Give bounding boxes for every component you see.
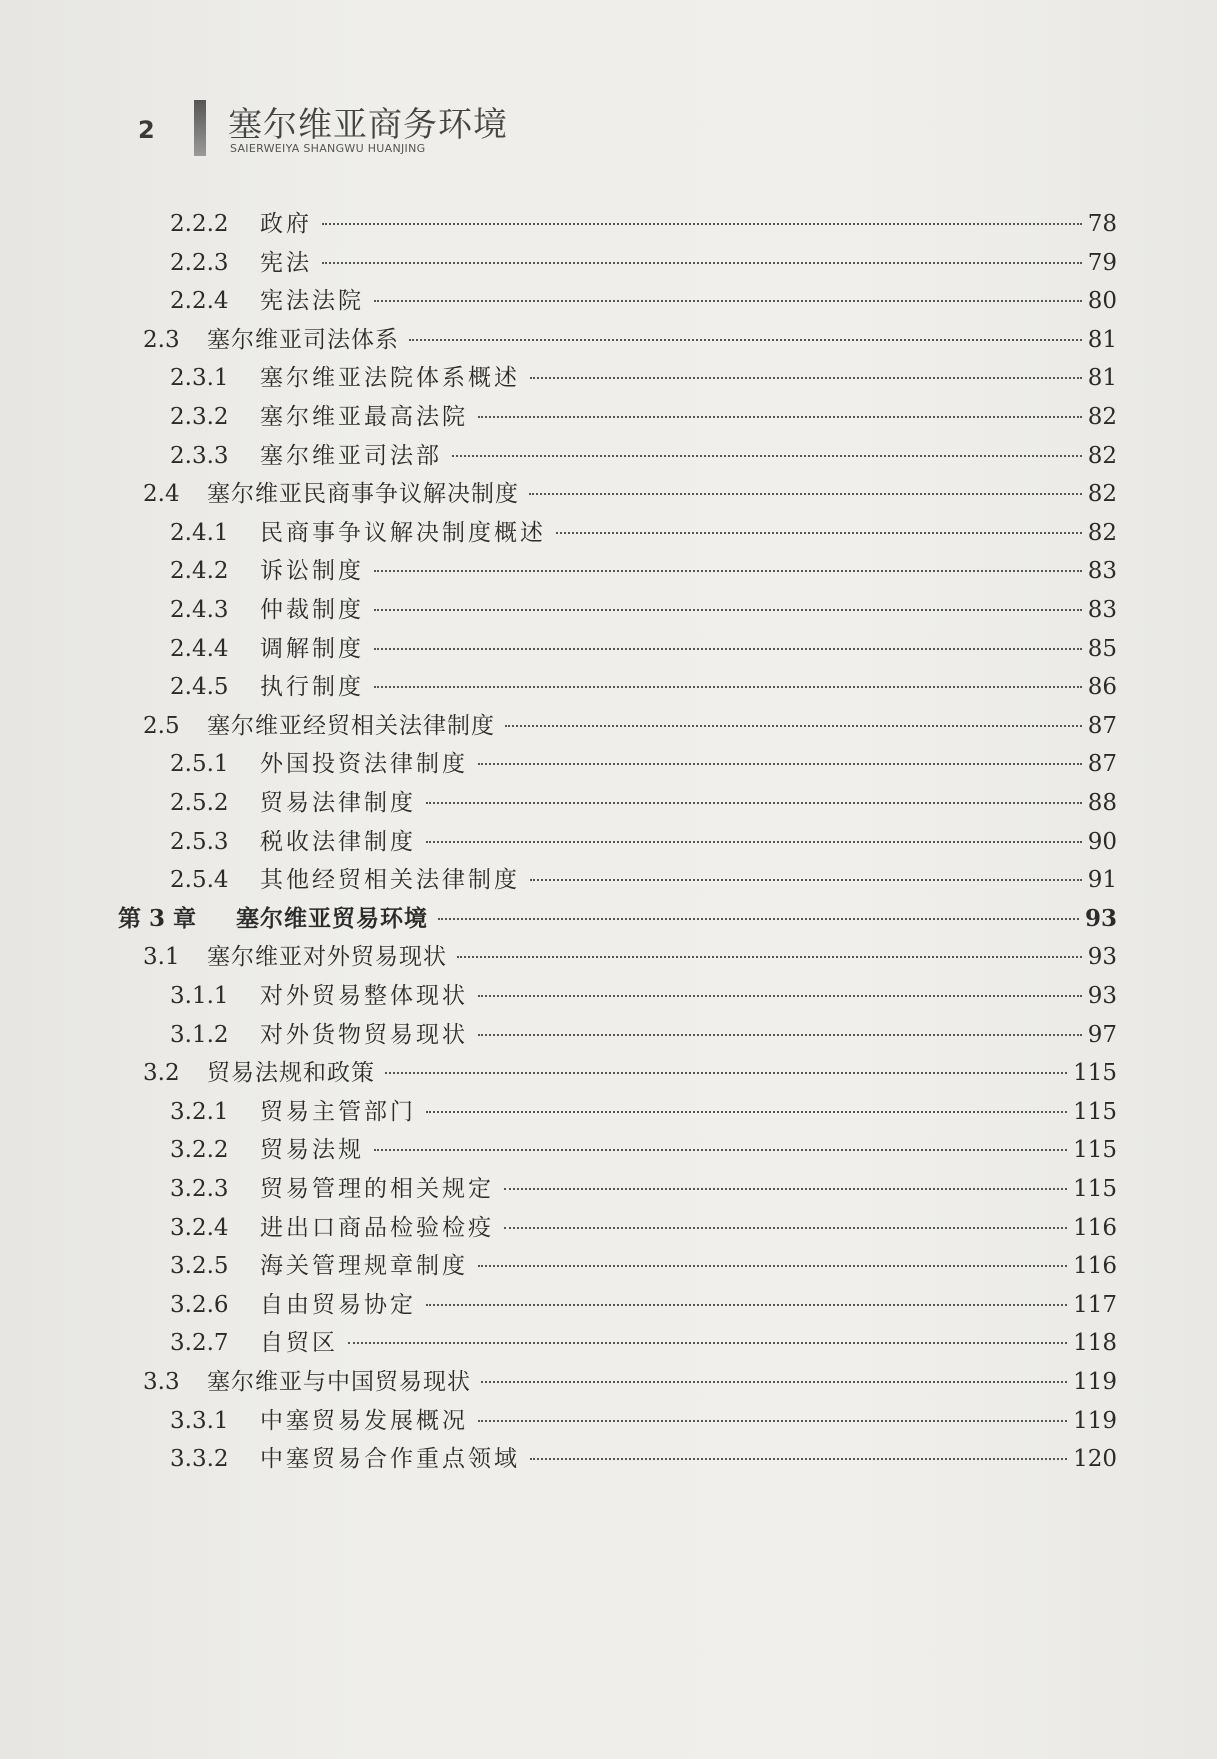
toc-entry-number: 2.3.3 (170, 442, 229, 469)
toc-entry-page: 87 (1087, 712, 1117, 739)
dot-leader (529, 485, 1082, 495)
toc-entry-page: 82 (1087, 481, 1117, 508)
toc-entry-title: 塞尔维亚经贸相关法律制度 (207, 712, 495, 739)
dot-leader (452, 447, 1082, 457)
toc-entry-title: 塞尔维亚贸易环境 (236, 904, 428, 932)
toc-entry-title: 贸易主管部门 (260, 1098, 416, 1125)
toc-entry-number: 3.2 (143, 1060, 180, 1087)
toc-entry-number: 2.2.3 (170, 249, 229, 276)
toc-entry (143, 938, 1117, 972)
toc-entry-page: 118 (1073, 1330, 1117, 1357)
toc-entry-title: 宪法 (260, 249, 312, 276)
toc-entry-number: 第 3 章 (118, 904, 197, 932)
toc-entry-title: 海关管理规章制度 (260, 1253, 468, 1280)
dot-leader (530, 369, 1082, 379)
toc-entry-number: 3.1 (143, 944, 180, 971)
toc-entry-title: 塞尔维亚与中国贸易现状 (207, 1369, 471, 1395)
dot-leader (374, 601, 1082, 611)
toc-entry (143, 321, 1117, 355)
toc-entry-number: 3.2.5 (170, 1253, 229, 1280)
toc-entry-page: 82 (1087, 404, 1117, 430)
toc-entry-title: 贸易法律制度 (260, 790, 416, 816)
dot-leader (322, 254, 1082, 264)
running-header (0, 0, 1217, 180)
toc-entry-page: 81 (1087, 365, 1117, 392)
toc-entry-title: 塞尔维亚民商事争议解决制度 (207, 481, 519, 508)
dot-leader (374, 678, 1082, 688)
toc-entry (170, 437, 1117, 471)
toc-entry (170, 244, 1117, 278)
toc-entry-page: 116 (1073, 1214, 1117, 1241)
toc-entry-page: 97 (1087, 1021, 1117, 1048)
toc-entry (143, 707, 1117, 741)
toc-entry-title: 塞尔维亚司法部 (260, 442, 442, 469)
toc-entry-number: 2.3 (143, 326, 180, 353)
toc-entry-number: 3.2.6 (170, 1291, 229, 1318)
dot-leader (426, 833, 1082, 843)
dot-leader (322, 215, 1082, 225)
toc-entry-number: 2.3.1 (170, 365, 229, 392)
page-number: 2 (138, 116, 155, 144)
toc-entry-number: 2.3.2 (170, 404, 229, 430)
toc-entry-page: 86 (1087, 674, 1117, 701)
dot-leader (556, 524, 1082, 534)
toc-entry-title: 宪法法院 (260, 288, 364, 315)
toc-entry-page: 83 (1087, 597, 1117, 623)
dot-leader (374, 1141, 1067, 1151)
dot-leader (426, 1103, 1067, 1113)
dot-leader (348, 1334, 1067, 1344)
dot-leader (438, 910, 1079, 920)
toc-entry-page: 88 (1087, 790, 1117, 816)
toc-entry-title: 贸易管理的相关规定 (260, 1176, 494, 1202)
dot-leader (409, 331, 1082, 341)
toc-entry-page: 116 (1073, 1253, 1117, 1280)
toc-entry (170, 823, 1117, 857)
toc-entry (170, 1170, 1117, 1204)
toc-entry-number: 2.5.3 (170, 828, 229, 855)
toc-entry-title: 贸易法规和政策 (207, 1060, 375, 1087)
toc-entry-page: 91 (1087, 867, 1117, 894)
dot-leader (478, 755, 1082, 765)
dot-leader (478, 1257, 1067, 1267)
toc-entry-number: 2.5.4 (170, 867, 229, 894)
toc-entry-title: 自贸区 (260, 1330, 338, 1357)
toc-entry-number: 3.2.1 (170, 1098, 229, 1125)
toc-entry (170, 630, 1117, 664)
dot-leader (478, 987, 1082, 997)
dot-leader (530, 871, 1082, 881)
toc-entry (170, 591, 1117, 625)
toc-entry-number: 2.4.5 (170, 674, 229, 701)
toc-entry (170, 359, 1117, 393)
toc-entry-title: 对外货物贸易现状 (260, 1021, 468, 1048)
toc-entry-page: 82 (1087, 442, 1117, 469)
toc-entry (170, 1440, 1117, 1474)
toc-entry-title: 诉讼制度 (260, 558, 364, 585)
toc-entry-page: 119 (1073, 1407, 1117, 1434)
toc-entry-page: 93 (1087, 983, 1117, 1009)
toc-entry (170, 1402, 1117, 1436)
toc-entry-number: 2.4.1 (170, 519, 229, 546)
toc-entry-title: 其他经贸相关法律制度 (260, 867, 520, 894)
dot-leader (374, 562, 1082, 572)
toc-entry-title: 对外贸易整体现状 (260, 983, 468, 1009)
dot-leader (426, 794, 1082, 804)
toc-entry-number: 2.2.2 (170, 211, 229, 237)
toc-entry-page: 115 (1073, 1176, 1117, 1202)
toc-entry-page: 80 (1087, 288, 1117, 315)
toc-entry-page: 119 (1073, 1369, 1117, 1395)
toc-entry (143, 1054, 1117, 1088)
toc-entry (170, 1324, 1117, 1358)
toc-entry-number: 2.5.1 (170, 751, 229, 778)
toc-entry-page: 120 (1073, 1446, 1117, 1473)
toc-entry-number: 2.2.4 (170, 288, 229, 315)
toc-entry-page: 87 (1087, 751, 1117, 778)
toc-entry-number: 3.2.3 (170, 1176, 229, 1202)
toc-entry-title: 政府 (260, 211, 312, 237)
toc-entry-number: 2.4.3 (170, 597, 229, 623)
toc-entry-page: 93 (1087, 944, 1117, 971)
toc-entry (143, 1363, 1117, 1397)
toc-entry-page: 78 (1087, 211, 1117, 237)
dot-leader (504, 1180, 1067, 1190)
toc-entry-number: 3.2.7 (170, 1330, 229, 1357)
toc-entry-title: 塞尔维亚最高法院 (260, 404, 468, 430)
toc-entry-page: 115 (1073, 1098, 1117, 1125)
toc-entry-page: 82 (1087, 519, 1117, 546)
toc-entry-title: 自由贸易协定 (260, 1291, 416, 1318)
book-subtitle: SAIERWEIYA SHANGWU HUANJING (230, 142, 426, 155)
dot-leader (504, 1219, 1067, 1229)
toc-entry-number: 3.2.4 (170, 1214, 229, 1241)
book-title: 塞尔维亚商务环境 (228, 105, 508, 145)
toc-entry-title: 贸易法规 (260, 1137, 364, 1164)
toc-entry-title: 民商事争议解决制度概述 (260, 519, 546, 546)
toc-entry (170, 398, 1117, 432)
toc-entry-title: 中塞贸易合作重点领域 (260, 1446, 520, 1473)
toc-entry-number: 3.3.1 (170, 1407, 229, 1434)
toc-entry-number: 3.1.2 (170, 1021, 229, 1048)
dot-leader (530, 1450, 1067, 1460)
toc-entry (170, 1131, 1117, 1165)
toc-entry-title: 塞尔维亚司法体系 (207, 326, 399, 353)
toc-entry-page: 79 (1087, 249, 1117, 276)
toc-entry-page: 85 (1087, 635, 1117, 662)
toc-entry (170, 977, 1117, 1011)
toc-entry-number: 2.4.2 (170, 558, 229, 585)
dot-leader (457, 948, 1082, 958)
toc-entry-page: 115 (1073, 1060, 1117, 1087)
toc-entry-title: 中塞贸易发展概况 (260, 1407, 468, 1434)
toc-entry-number: 2.5.2 (170, 790, 229, 816)
toc-entry-page: 117 (1073, 1291, 1117, 1318)
dot-leader (374, 292, 1082, 302)
toc-entry (170, 745, 1117, 779)
toc-entry (170, 861, 1117, 895)
toc-entry-title: 塞尔维亚法院体系概述 (260, 365, 520, 392)
toc-entry-title: 执行制度 (260, 674, 364, 701)
toc-entry (170, 668, 1117, 702)
dot-leader (481, 1373, 1067, 1383)
toc-entry (170, 552, 1117, 586)
toc-entry (170, 282, 1117, 316)
toc-entry (118, 900, 1117, 934)
toc-entry (170, 1093, 1117, 1127)
toc-entry (170, 514, 1117, 548)
dot-leader (385, 1064, 1067, 1074)
toc-entry-page: 83 (1087, 558, 1117, 585)
toc-entry-page: 90 (1087, 828, 1117, 855)
toc-entry-title: 外国投资法律制度 (260, 751, 468, 778)
toc-entry-number: 3.3 (143, 1369, 180, 1395)
toc-entry-number: 3.1.1 (170, 983, 229, 1009)
toc-entry (170, 784, 1117, 818)
toc-entry (170, 1016, 1117, 1050)
toc-entry-title: 调解制度 (260, 635, 364, 662)
toc-entry-title: 塞尔维亚对外贸易现状 (207, 944, 447, 971)
toc-entry-number: 2.4.4 (170, 635, 229, 662)
dot-leader (426, 1296, 1067, 1306)
toc-entry (143, 475, 1117, 509)
toc-entry (170, 1247, 1117, 1281)
toc-entry-number: 3.2.2 (170, 1137, 229, 1164)
toc-entry-title: 税收法律制度 (260, 828, 416, 855)
dot-leader (478, 1412, 1067, 1422)
toc-entry-title: 进出口商品检验检疫 (260, 1214, 494, 1241)
toc-entry-number: 2.4 (143, 481, 180, 508)
header-divider-bar (194, 100, 206, 156)
dot-leader (374, 640, 1082, 650)
dot-leader (478, 408, 1082, 418)
toc-entry-title: 仲裁制度 (260, 597, 364, 623)
toc-entry-number: 2.5 (143, 712, 180, 739)
toc-entry-page: 115 (1073, 1137, 1117, 1164)
toc-entry-page: 93 (1084, 904, 1117, 932)
dot-leader (478, 1026, 1082, 1036)
toc-entry (170, 1286, 1117, 1320)
toc-entry-page: 81 (1087, 326, 1117, 353)
toc-entry (170, 205, 1117, 239)
toc-entry (170, 1209, 1117, 1243)
toc-entry-number: 3.3.2 (170, 1446, 229, 1473)
dot-leader (505, 717, 1082, 727)
